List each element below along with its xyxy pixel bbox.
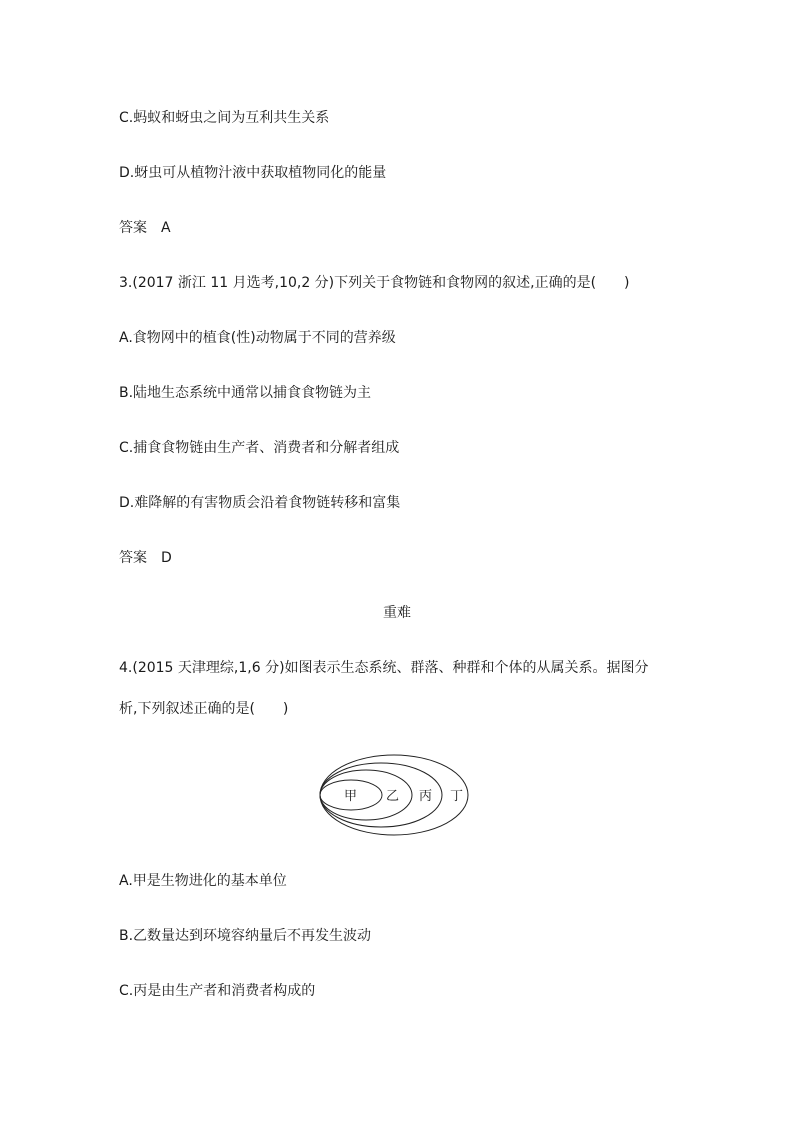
question-4-stem-line2: 析,下列叙述正确的是( ) xyxy=(119,701,289,717)
answer-value: D xyxy=(161,550,172,566)
question-3-stem: 3.(2017 浙江 11 月选考,10,2 分)下列关于食物链和食物网的叙述,正确的是( ) xyxy=(119,275,630,291)
option-q3-a: A.食物网中的植食(性)动物属于不同的营养级 xyxy=(119,330,396,346)
label-bing: 丙 xyxy=(419,789,433,804)
answer-label: 答案 xyxy=(119,220,147,236)
option-q4-a: A.甲是生物进化的基本单位 xyxy=(119,873,287,889)
option-q3-d: D.难降解的有害物质会沿着食物链转移和富集 xyxy=(119,495,401,511)
question-4-stem-line1: 4.(2015 天津理综,1,6 分)如图表示生态系统、群落、种群和个体的从属关系。据图分 xyxy=(119,660,649,676)
nested-ellipse-diagram xyxy=(318,754,478,840)
section-title: 重难 xyxy=(383,605,411,621)
label-yi: 乙 xyxy=(386,789,400,804)
option-q3-b: B.陆地生态系统中通常以捕食食物链为主 xyxy=(119,385,372,401)
option-q3-c: C.捕食食物链由生产者、消费者和分解者组成 xyxy=(119,440,400,456)
option-q2-c: C.蚂蚁和蚜虫之间为互利共生关系 xyxy=(119,110,330,126)
option-q4-c: C.丙是由生产者和消费者构成的 xyxy=(119,983,316,999)
label-ding: 丁 xyxy=(450,789,464,804)
answer-label: 答案 xyxy=(119,550,147,566)
option-q2-d: D.蚜虫可从植物汁液中获取植物同化的能量 xyxy=(119,165,387,181)
answer-q3 xyxy=(119,548,172,568)
label-jia: 甲 xyxy=(344,789,358,804)
answer-value: A xyxy=(161,220,171,236)
answer-q2 xyxy=(119,218,171,238)
option-q4-b: B.乙数量达到环境容纳量后不再发生波动 xyxy=(119,928,372,944)
